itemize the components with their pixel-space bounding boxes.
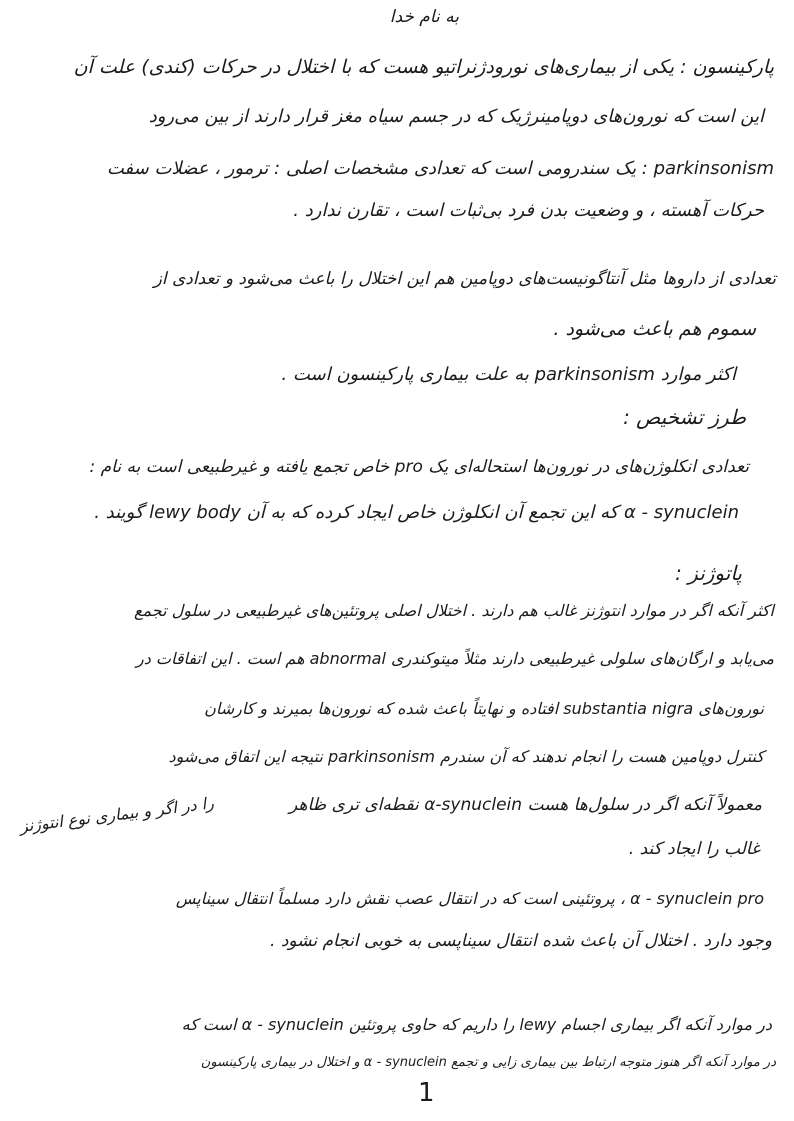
causes-line: اکثر موارد parkinsonism به علت بیماری پارکینسون است . (281, 364, 736, 385)
synuclein-line: در موارد آنکه اگر هنوز متوجه ارتباط بین بیماری زایی و تجمع α - synuclein و اختلال در بیماری پارکینسون (200, 1055, 776, 1070)
diagnosis-heading: طرز تشخیص : (623, 405, 746, 429)
side-note: را در اگر و بیماری نوع انتوژنز (18, 793, 215, 836)
page-number: 1 (418, 1078, 435, 1108)
pathology-line: کنترل دوپامین هست را انجام ندهند که آن سندرم parkinsonism نتیجه این اتفاق می‌شود (168, 747, 764, 766)
pathology-line: معمولاً آنکه اگر در سلول‌ها هست α-synuclein نقطه‌ای تری ظاهر (289, 795, 762, 815)
synuclein-line: در موارد آنکه اگر بیماری اجسام lewy را داریم که حاوی پروتئین α - synuclein است که (181, 1015, 772, 1034)
causes-line: سموم هم باعث می‌شود . (553, 318, 756, 340)
diagnosis-line: α - synuclein که این تجمع آن انکلوژن خاص ایجاد کرده که به آن lewy body گویند . (94, 502, 739, 523)
causes-line: تعدادی از داروها مثل آنتاگونیست‌های دوپامین هم این اختلال را باعث می‌شود و تعدادی از (153, 269, 776, 289)
intro-line: حرکات آهسته ، و وضعیت بدن فرد بی‌ثبات است ، تقارن ندارد . (293, 200, 764, 221)
diagnosis-line: تعدادی انکلوژن‌های در نورون‌ها استحاله‌ای یک pro خاص تجمع یافته و غیرطبیعی است به نام : (89, 457, 749, 477)
pathology-line: غالب را ایجاد کند . (628, 839, 760, 859)
pathology-heading: پاتوژنز : (675, 561, 742, 585)
pathology-line: اکثر آنکه اگر در موارد انتوژنز غالب هم دارند . اختلال اصلی پروتئین‌های غیرطبیعی در سلول تجمع (133, 601, 774, 620)
intro-line: پارکینسون : یکی از بیماری‌های نورودژنراتیو هست که با اختلال در حرکات (کندی) علت آن (73, 56, 774, 78)
header-basmala: به نام خدا (389, 7, 459, 27)
synuclein-line: وجود دارد . اختلال آن باعث شده انتقال سیناپسی به خوبی انجام نشود . (270, 931, 772, 951)
synuclein-line: α - synuclein pro ، پروتئینی است که در انتقال عصب نقش دارد مسلماً انتقال سیناپس (175, 889, 764, 908)
intro-line: parkinsonism : یک سندرومی است که تعدادی مشخصات اصلی : ترمور ، عضلات سفت (106, 158, 774, 179)
pathology-line: می‌یابد و ارگان‌های سلولی غیرطبیعی دارند مثلاً میتوکندری abnormal هم است . این اتفاقات در (135, 649, 774, 668)
intro-line: این است که نورون‌های دوپامینرژیک که در جسم سیاه مغز قرار دارند از بین می‌رود (148, 106, 764, 127)
pathology-line: نورون‌های substantia nigra افتاده و نهایتاً باعث شده که نورون‌ها بمیرند و کارشان (204, 699, 764, 718)
